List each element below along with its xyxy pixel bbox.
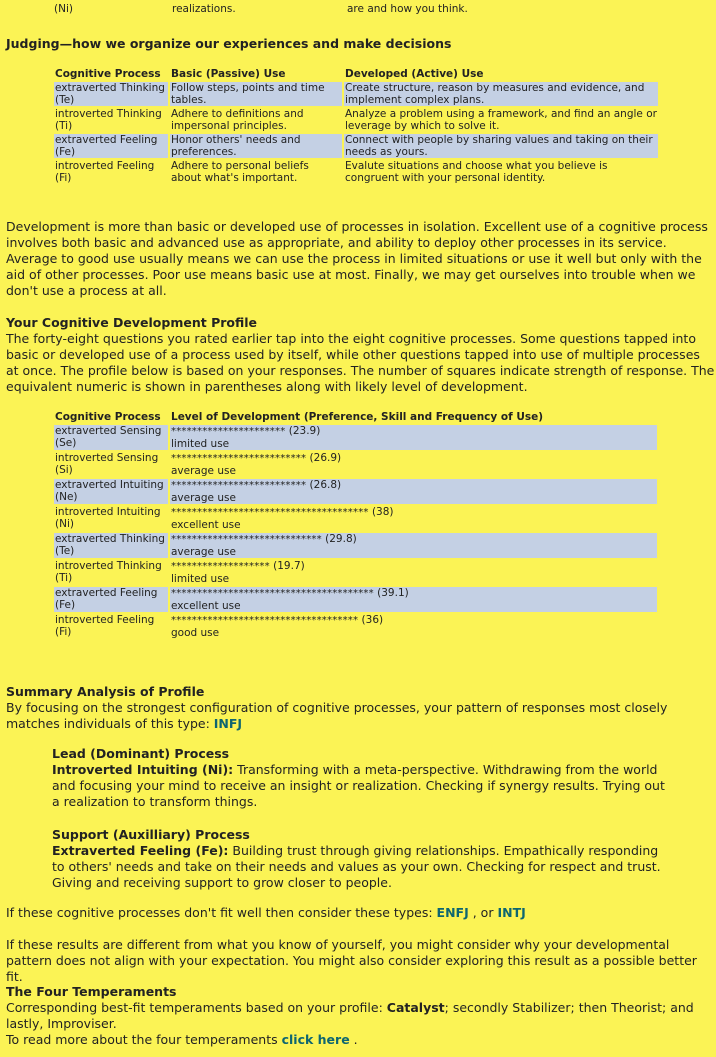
header-level-of-development: Level of Development (Preference, Skill and Frequency of Use)	[171, 411, 544, 423]
temperaments-more	[6, 1032, 714, 1048]
process-cell: extraverted Thinking (Te)	[54, 82, 168, 106]
score-stars: ***************************************	[171, 588, 374, 599]
score-value: (36)	[361, 614, 384, 626]
score-stars: ************************************	[171, 615, 359, 626]
type-link-intj[interactable]: INTJ	[497, 905, 526, 920]
table-row	[54, 108, 658, 132]
temperaments-more-text: To read more about the four temperaments	[6, 1032, 278, 1047]
temperaments-intro: Corresponding best-fit temperaments based on your profile:	[6, 1000, 383, 1015]
score-value: (29.8)	[325, 533, 357, 545]
process-cell: extraverted Sensing (Se)	[54, 425, 168, 450]
process-cell: introverted Thinking (Ti)	[55, 560, 162, 584]
table-row	[54, 160, 658, 184]
lead-process-name: Introverted Intuiting (Ni):	[52, 762, 234, 777]
developed-cell: Analyze a problem using a framework, and find an angle or leverage by which to solve it.	[345, 108, 657, 132]
summary-text	[6, 700, 716, 732]
support-process-text	[52, 843, 672, 891]
level-cell	[170, 479, 657, 504]
basic-cell: Honor others' needs and preferences.	[170, 134, 342, 158]
table-row	[54, 614, 657, 639]
level-label: excellent use	[171, 519, 241, 531]
score-value: (38)	[371, 506, 394, 518]
process-cell: extraverted Intuiting (Ne)	[54, 479, 168, 504]
temperament-primary: Catalyst	[386, 1000, 445, 1015]
judging-table	[52, 66, 660, 186]
level-label: average use	[171, 492, 236, 504]
profile-header-row	[54, 411, 657, 423]
clip-col3: are and how you think.	[347, 3, 468, 15]
table-row	[54, 587, 657, 612]
table-row	[54, 533, 657, 558]
clip-col2: realizations.	[172, 3, 236, 15]
type-link-infj[interactable]: INFJ	[213, 716, 243, 731]
development-paragraph: Development is more than basic or developed use of processes in isolation. Excellent use of a cognitive process involves both basic and advanced use as appropriate, and ability to deploy other processes in its service. Average to good use usually means we can use the process in limited situations or use it well but only with the aid of other processes. Poor use means basic use at most. Finally, we may get ourselves into trouble when we don't use a process at all.	[6, 219, 708, 298]
level-label: average use	[171, 465, 236, 477]
summary-sentence: By focusing on the strongest configuration of cognitive processes, your pattern of responses most closely matches individuals of this type:	[6, 700, 668, 731]
judging-header-row	[54, 68, 658, 80]
table-row	[54, 479, 657, 504]
level-cell	[170, 452, 657, 477]
support-process-heading: Support (Auxilliary) Process	[52, 827, 250, 842]
table-row	[54, 425, 657, 450]
basic-cell: Follow steps, points and time tables.	[170, 82, 342, 106]
lead-process-text	[52, 762, 672, 810]
header-cognitive-process: Cognitive Process	[55, 411, 161, 423]
process-cell: extraverted Feeling (Fe)	[54, 587, 168, 612]
process-cell: extraverted Thinking (Te)	[54, 533, 168, 558]
table-row	[54, 560, 657, 585]
score-value: (26.9)	[309, 452, 342, 464]
level-label: excellent use	[171, 600, 241, 612]
score-value: (19.7)	[273, 560, 305, 572]
score-stars: *****************************	[171, 534, 322, 545]
developed-cell: Evalute situations and choose what you believe is congruent with your personal identity.	[345, 160, 608, 184]
score-stars: **************************************	[171, 507, 369, 518]
level-cell	[170, 425, 657, 450]
table-row	[54, 452, 657, 477]
lead-process-heading: Lead (Dominant) Process	[52, 746, 230, 761]
level-label: limited use	[171, 573, 230, 585]
process-cell: introverted Thinking (Ti)	[55, 108, 162, 132]
level-cell	[170, 560, 657, 585]
summary-heading: Summary Analysis of Profile	[6, 684, 205, 699]
score-value: (26.8)	[309, 479, 342, 491]
type-link-enfj[interactable]: ENFJ	[436, 905, 469, 920]
profile-intro: The forty-eight questions you rated earlier tap into the eight cognitive processes. Some questions tapped into basic or developed use of a process used by itself, while other questions tapped into use of multiple processes at once. The profile below is based on your responses. The number of squares indicate strength of response. The equivalent numeric is shown in parentheses along with likely level of development.	[6, 331, 715, 394]
alternate-types-text: If these cognitive processes don't fit well then consider these types:	[6, 905, 433, 920]
score-value: (39.1)	[377, 587, 409, 599]
process-cell: introverted Sensing (Si)	[55, 452, 159, 476]
alternate-separator: , or	[472, 905, 494, 920]
alternate-types	[6, 905, 716, 921]
basic-cell: Adhere to definitions and impersonal principles.	[171, 108, 304, 132]
level-label: good use	[171, 627, 220, 639]
difference-paragraph: If these results are different from what you know of yourself, you might consider why your developmental pattern does not align with your expectation. You might also consider exploring this result as a possible better fit.	[6, 937, 697, 984]
process-cell: introverted Feeling (Fi)	[55, 614, 155, 638]
judging-heading: Judging—how we organize our experiences and make decisions	[6, 36, 452, 51]
level-cell	[170, 587, 657, 612]
level-cell	[170, 614, 657, 639]
header-cognitive-process: Cognitive Process	[55, 68, 161, 80]
process-cell: extraverted Feeling (Fe)	[54, 134, 168, 158]
score-stars: **************************	[171, 480, 307, 491]
support-process-description: Building trust through giving relationships. Empathically responding to others' needs and take on their needs and values as your own. Checking for respect and trust. Giving and receiving support to grow closer to people.	[52, 843, 661, 890]
header-developed-use: Developed (Active) Use	[345, 68, 484, 80]
support-process-name: Extraverted Feeling (Fe):	[52, 843, 229, 858]
level-cell	[170, 506, 657, 531]
developed-cell: Create structure, reason by measures and evidence, and implement complex plans.	[344, 82, 658, 106]
basic-cell: Adhere to personal beliefs about what's important.	[171, 160, 309, 184]
lead-process-description: Transforming with a meta-perspective. Withdrawing from the world and focusing your mind to receive an insight or realization. Checking if synergy results. Trying out a realization to transform things.	[52, 762, 665, 809]
table-row	[54, 506, 657, 531]
table-row	[54, 82, 658, 106]
score-value: (23.9)	[288, 425, 321, 437]
process-cell: introverted Intuiting (Ni)	[55, 506, 161, 530]
score-stars: *******************	[171, 561, 270, 572]
temperaments-heading: The Four Temperaments	[6, 984, 177, 999]
level-cell	[170, 533, 657, 558]
process-cell: introverted Feeling (Fi)	[55, 160, 155, 184]
developed-cell: Connect with people by sharing values and taking on their needs as yours.	[344, 134, 658, 158]
score-stars: **************************	[171, 453, 307, 464]
level-label: limited use	[171, 438, 230, 450]
profile-table	[52, 409, 659, 641]
click-here-link[interactable]: click here	[281, 1032, 350, 1047]
score-stars: **********************	[171, 426, 286, 437]
level-label: average use	[171, 546, 236, 558]
header-basic-use: Basic (Passive) Use	[171, 68, 286, 80]
profile-heading: Your Cognitive Development Profile	[6, 315, 258, 330]
temperaments-more-end: .	[353, 1032, 358, 1047]
temperaments-text	[6, 1000, 714, 1032]
clip-col1: (Ni)	[54, 3, 73, 15]
table-row	[54, 134, 658, 158]
temperaments-rest: ; secondly Stabilizer; then Theorist; and lastly, Improviser.	[6, 1000, 694, 1031]
